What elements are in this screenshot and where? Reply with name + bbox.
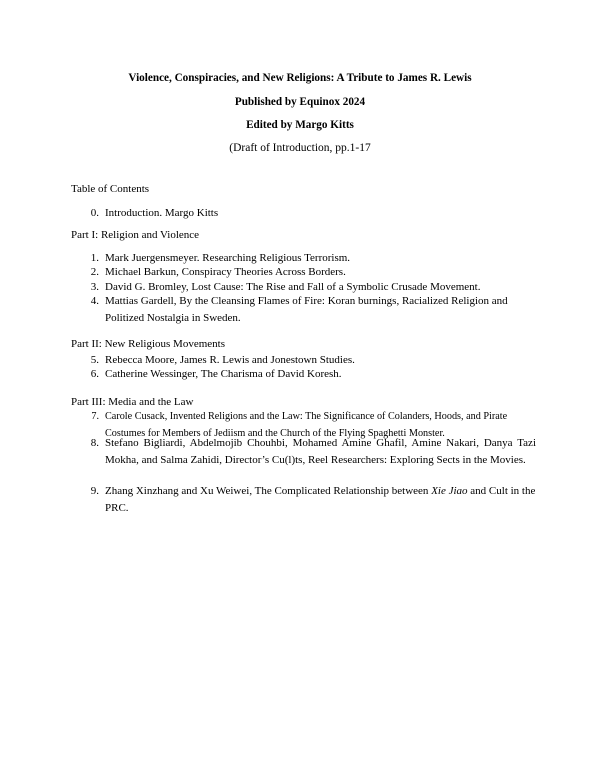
entry-text: Introduction. Margo Kitts <box>105 207 219 219</box>
toc-entry-9 <box>86 483 536 516</box>
entry-text: Michael Barkun, Conspiracy Theories Across Borders. <box>105 266 346 278</box>
entry-text: Mark Juergensmeyer. Researching Religious Terrorism. <box>105 252 351 264</box>
entry-number: 1. <box>90 252 99 264</box>
entry-text: Catherine Wessinger, The Charisma of David Koresh. <box>105 368 342 380</box>
publisher-line: Published by Equinox 2024 <box>234 96 366 108</box>
toc-entry-8 <box>86 435 536 468</box>
entry-text <box>105 483 536 516</box>
entry-number: 9. <box>90 485 99 497</box>
part-heading-3: Part III: Media and the Law <box>71 396 194 408</box>
toc-entry-4 <box>86 293 536 326</box>
entry-text-italic: Xie Jiao <box>431 485 468 497</box>
toc-entry-intro <box>86 205 536 222</box>
entry-number: 0. <box>90 207 99 219</box>
draft-note: (Draft of Introduction, pp.1-17 <box>229 142 371 154</box>
editor-line: Edited by Margo Kitts <box>246 119 354 131</box>
book-title: Violence, Conspiracies, and New Religions: A Tribute to James R. Lewis <box>128 72 472 84</box>
entry-text: Mattias Gardell, By the Cleansing Flames of Fire: Koran burnings, Racialized Religion and Politized Nostalgia in Sweden. <box>105 295 508 324</box>
entry-number: 5. <box>90 354 99 366</box>
entry-text-before: Zhang Xinzhang and Xu Weiwei, The Complicated Relationship between <box>105 485 432 497</box>
entry-text: Carole Cusack, Invented Religions and the Law: The Significance of Colanders, Hoods, and Pirate Costumes for Members of Jediism and the Church of the Flying Spaghetti Monster. <box>105 411 508 439</box>
entry-number: 4. <box>90 295 99 307</box>
part-heading-1: Part I: Religion and Violence <box>71 229 200 241</box>
entry-number: 2. <box>90 266 99 278</box>
part-heading-2: Part II: New Religious Movements <box>71 338 225 350</box>
entry-text: David G. Bromley, Lost Cause: The Rise and Fall of a Symbolic Crusade Movement. <box>105 281 481 293</box>
entry-number: 8. <box>90 437 99 449</box>
entry-text-after: and Cult in the PRC. <box>105 485 536 514</box>
entry-number: 3. <box>90 281 99 293</box>
entry-text: Stefano Bigliardi, Abdelmojib Chouhbi, Mohamed Amine Ghafil, Amine Nakari, Danya Tazi Mokha, and Salma Zahidi, Director’s Cu(l)ts, Reel Researchers: Exploring Sects in the Movies. <box>105 437 536 466</box>
entry-text: Rebecca Moore, James R. Lewis and Jonestown Studies. <box>105 354 355 366</box>
entry-number: 7. <box>91 411 99 422</box>
toc-entry-6 <box>86 366 536 383</box>
entry-number: 6. <box>90 368 99 380</box>
toc-heading: Table of Contents <box>71 183 150 195</box>
